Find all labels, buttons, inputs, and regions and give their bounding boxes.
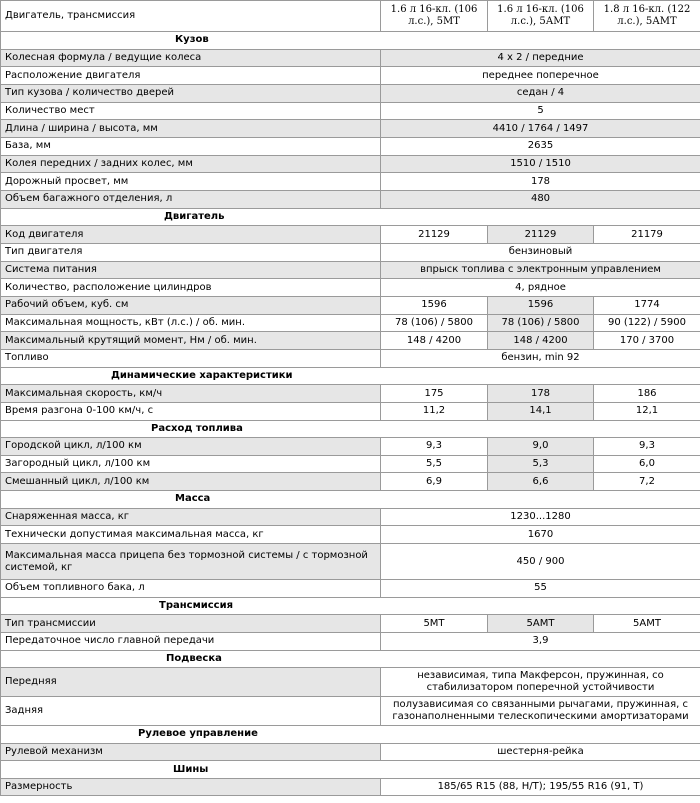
spec-value: 1596 — [488, 296, 594, 314]
spec-value: 9,3 — [381, 438, 488, 456]
spec-label: Передаточное число главной передачи — [1, 632, 381, 650]
spec-value: 5 — [381, 102, 700, 120]
spec-row — [1, 49, 700, 67]
spec-value: 6,6 — [488, 473, 594, 491]
spec-label: Максимальная масса прицепа без тормозной системы / с тормозной системой, кг — [1, 544, 381, 580]
section-row — [1, 32, 700, 50]
spec-row — [1, 314, 700, 332]
section-title: Расход топлива — [151, 422, 243, 434]
spec-value: 6,9 — [381, 473, 488, 491]
spec-value: 185/65 R15 (88, H/T); 195/55 R16 (91, T) — [381, 778, 700, 796]
section-title: Подвеска — [166, 652, 222, 664]
spec-value: 480 — [381, 191, 700, 209]
spec-label: Загородный цикл, л/100 км — [1, 455, 381, 473]
spec-value: 178 — [488, 385, 594, 403]
section-row — [1, 761, 700, 779]
spec-label: Передняя — [1, 668, 381, 697]
spec-row — [1, 632, 700, 650]
spec-value: 78 (106) / 5800 — [381, 314, 488, 332]
section-title: Шины — [173, 763, 209, 775]
spec-row — [1, 615, 700, 633]
section-title-filler — [381, 726, 700, 744]
spec-value: 7,2 — [594, 473, 700, 491]
section-row — [1, 420, 700, 438]
spec-value: 1510 / 1510 — [381, 155, 700, 173]
spec-value: 14,1 — [488, 402, 594, 420]
section-title-filler — [381, 32, 700, 50]
spec-row — [1, 402, 700, 420]
spec-value: 21129 — [488, 226, 594, 244]
section-title-filler — [381, 597, 700, 615]
spec-row — [1, 296, 700, 314]
section-row — [1, 650, 700, 668]
spec-value: 450 / 900 — [381, 544, 700, 580]
header-row — [1, 1, 700, 32]
section-row — [1, 726, 700, 744]
spec-label: Расположение двигателя — [1, 67, 381, 85]
spec-row — [1, 279, 700, 297]
spec-row — [1, 261, 700, 279]
spec-value: независимая, типа Макферсон, пружинная, со стабилизатором поперечной устойчивости — [381, 668, 700, 697]
spec-row — [1, 226, 700, 244]
section-title-cell — [1, 761, 381, 779]
spec-value: 5АМТ — [488, 615, 594, 633]
spec-row — [1, 243, 700, 261]
spec-value: 178 — [381, 173, 700, 191]
spec-value: 1230...1280 — [381, 508, 700, 526]
spec-value: 21129 — [381, 226, 488, 244]
spec-label: Снаряженная масса, кг — [1, 508, 381, 526]
spec-value: 5МТ — [381, 615, 488, 633]
spec-value: 3,9 — [381, 632, 700, 650]
section-title-filler — [381, 650, 700, 668]
section-title-cell — [1, 208, 381, 226]
spec-label: Смешанный цикл, л/100 км — [1, 473, 381, 491]
spec-value: 78 (106) / 5800 — [488, 314, 594, 332]
spec-label: Код двигателя — [1, 226, 381, 244]
spec-label: Рулевой механизм — [1, 743, 381, 761]
spec-value: 9,0 — [488, 438, 594, 456]
spec-label: Размерность — [1, 778, 381, 796]
section-row — [1, 491, 700, 509]
spec-row — [1, 332, 700, 350]
spec-row — [1, 191, 700, 209]
spec-label: Время разгона 0-100 км/ч, с — [1, 402, 381, 420]
section-title-cell — [1, 726, 381, 744]
spec-label: Тип двигателя — [1, 243, 381, 261]
spec-row — [1, 120, 700, 138]
spec-row — [1, 438, 700, 456]
section-title-filler — [381, 208, 700, 226]
spec-value: 5,3 — [488, 455, 594, 473]
spec-value: 1596 — [381, 296, 488, 314]
spec-value: 148 / 4200 — [381, 332, 488, 350]
spec-row — [1, 544, 700, 580]
spec-value: 55 — [381, 580, 700, 598]
spec-row — [1, 455, 700, 473]
spec-label: Максимальная мощность, кВт (л.с.) / об. мин. — [1, 314, 381, 332]
spec-row — [1, 155, 700, 173]
spec-row — [1, 67, 700, 85]
spec-row — [1, 668, 700, 697]
spec-row — [1, 508, 700, 526]
section-row — [1, 597, 700, 615]
spec-label: Топливо — [1, 350, 381, 368]
section-title-cell — [1, 491, 381, 509]
spec-row — [1, 743, 700, 761]
spec-value: 90 (122) / 5900 — [594, 314, 700, 332]
spec-label: Технически допустимая максимальная масса, кг — [1, 526, 381, 544]
spec-value: 175 — [381, 385, 488, 403]
spec-label: Рабочий объем, куб. см — [1, 296, 381, 314]
spec-value: 170 / 3700 — [594, 332, 700, 350]
spec-value: 2635 — [381, 137, 700, 155]
section-title: Масса — [175, 493, 211, 505]
spec-value: 5АМТ — [594, 615, 700, 633]
spec-label: Объем топливного бака, л — [1, 580, 381, 598]
spec-row — [1, 385, 700, 403]
spec-label: Количество мест — [1, 102, 381, 120]
section-row — [1, 208, 700, 226]
spec-row — [1, 697, 700, 726]
spec-value: переднее поперечное — [381, 67, 700, 85]
spec-label: Колея передних / задних колес, мм — [1, 155, 381, 173]
header-label: Двигатель, трансмиссия — [1, 1, 381, 32]
spec-value: 4410 / 1764 / 1497 — [381, 120, 700, 138]
spec-label: Система питания — [1, 261, 381, 279]
spec-row — [1, 473, 700, 491]
spec-value: 12,1 — [594, 402, 700, 420]
spec-value: 5,5 — [381, 455, 488, 473]
section-title-filler — [381, 420, 700, 438]
spec-value: впрыск топлива с электронным управлением — [381, 261, 700, 279]
spec-value: бензин, min 92 — [381, 350, 700, 368]
spec-row — [1, 350, 700, 368]
spec-label: Дорожный просвет, мм — [1, 173, 381, 191]
header-column-3: 1.8 л 16-кл. (122 л.с.), 5АМТ — [594, 1, 700, 32]
section-title-cell — [1, 32, 381, 50]
spec-row — [1, 173, 700, 191]
spec-label: Длина / ширина / высота, мм — [1, 120, 381, 138]
spec-value: седан / 4 — [381, 84, 700, 102]
section-row — [1, 367, 700, 385]
spec-label: Максимальная скорость, км/ч — [1, 385, 381, 403]
spec-row — [1, 102, 700, 120]
spec-label: Колесная формула / ведущие колеса — [1, 49, 381, 67]
spec-label: База, мм — [1, 137, 381, 155]
spec-value: 21179 — [594, 226, 700, 244]
spec-value: 9,3 — [594, 438, 700, 456]
section-title-filler — [381, 761, 700, 779]
section-title-cell — [1, 420, 381, 438]
section-title: Двигатель — [164, 210, 225, 222]
spec-label: Задняя — [1, 697, 381, 726]
section-title: Кузов — [175, 34, 209, 46]
section-title-filler — [381, 491, 700, 509]
section-title-cell — [1, 650, 381, 668]
spec-row — [1, 778, 700, 796]
spec-value: 4 x 2 / передние — [381, 49, 700, 67]
section-title: Трансмиссия — [159, 599, 234, 611]
spec-label: Тип кузова / количество дверей — [1, 84, 381, 102]
spec-value: 1670 — [381, 526, 700, 544]
spec-label: Тип трансмиссии — [1, 615, 381, 633]
spec-value: полузависимая со связанными рычагами, пружинная, с газонаполненными телескопическими амортизаторами — [381, 697, 700, 726]
spec-row — [1, 137, 700, 155]
spec-value: 6,0 — [594, 455, 700, 473]
spec-label: Объем багажного отделения, л — [1, 191, 381, 209]
section-title: Рулевое управление — [138, 728, 258, 740]
spec-value: 186 — [594, 385, 700, 403]
header-column-2: 1.6 л 16-кл. (106 л.с.), 5АМТ — [488, 1, 594, 32]
section-title-cell — [1, 367, 381, 385]
spec-label: Городской цикл, л/100 км — [1, 438, 381, 456]
spec-value: 11,2 — [381, 402, 488, 420]
spec-row — [1, 526, 700, 544]
section-title: Динамические характеристики — [111, 369, 293, 381]
spec-row — [1, 84, 700, 102]
spec-label: Количество, расположение цилиндров — [1, 279, 381, 297]
spec-value: 1774 — [594, 296, 700, 314]
spec-value: шестерня-рейка — [381, 743, 700, 761]
spec-value: 4, рядное — [381, 279, 700, 297]
specifications-body — [1, 1, 700, 796]
spec-value: бензиновый — [381, 243, 700, 261]
spec-row — [1, 580, 700, 598]
section-title-cell — [1, 597, 381, 615]
section-title-filler — [381, 367, 700, 385]
header-column-1: 1.6 л 16-кл. (106 л.с.), 5МТ — [381, 1, 488, 32]
spec-value: 148 / 4200 — [488, 332, 594, 350]
spec-label: Максимальный крутящий момент, Нм / об. мин. — [1, 332, 381, 350]
